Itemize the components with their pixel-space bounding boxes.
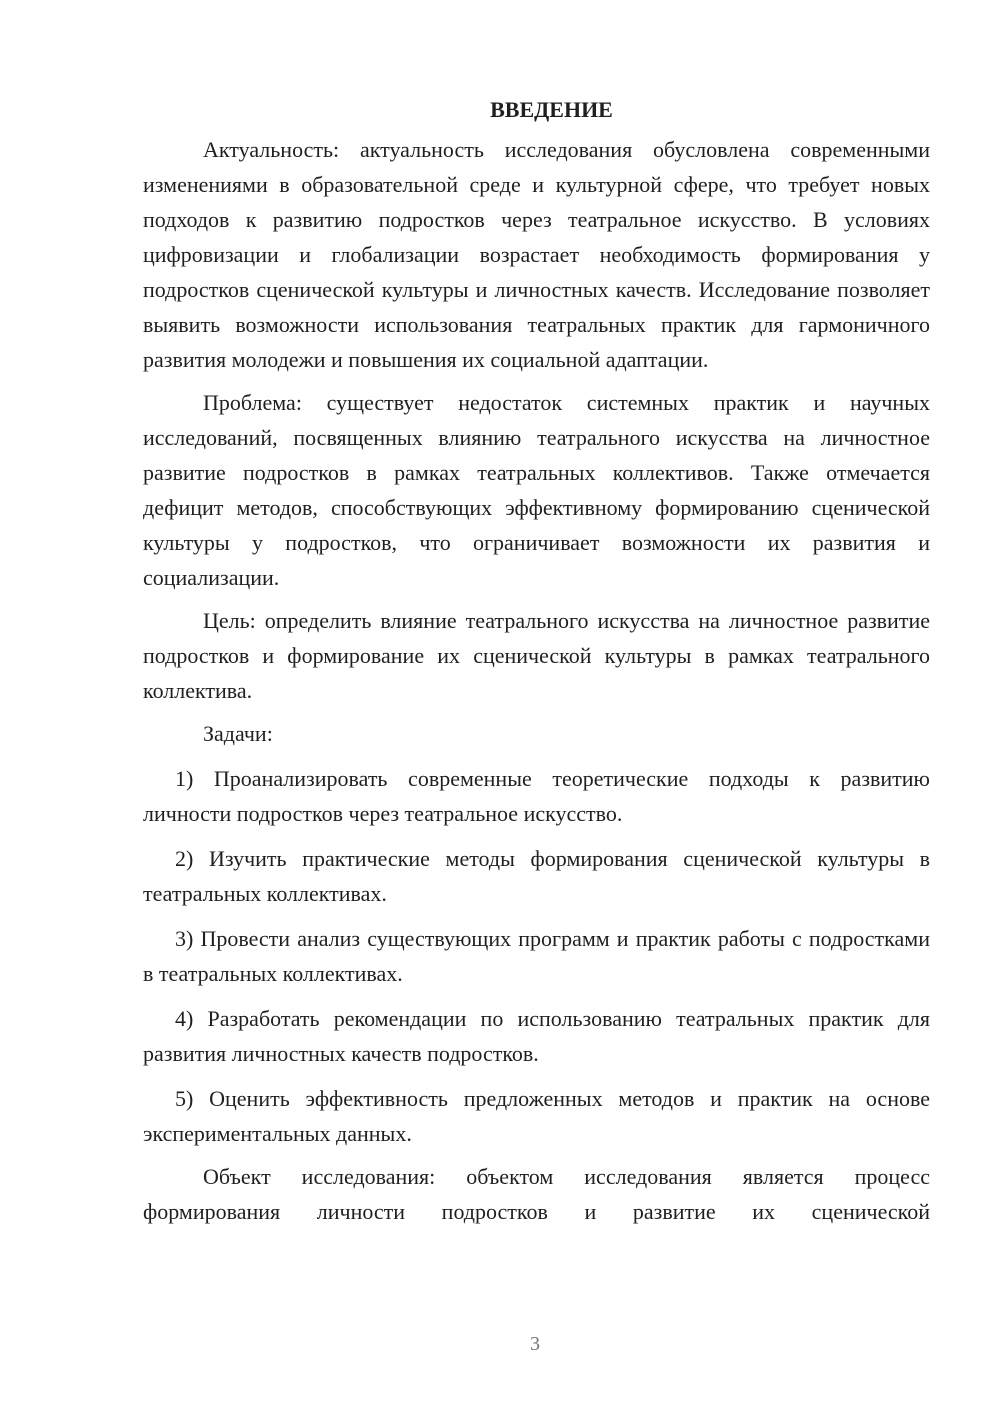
object-paragraph: Объект исследования: объектом исследования является процесс формирования личности подростков и развитие их сценической	[143, 1164, 930, 1224]
task-item: 4) Разработать рекомендации по использованию театральных практик для развития личностных качеств подростков.	[143, 1006, 930, 1066]
problem-paragraph: Проблема: существует недостаток системных практик и научных исследований, посвященных влиянию театрального искусства на личностное развитие подростков в рамках театральных коллективов. Также отмечается дефицит методов, способствующих эффективному формированию сценической культуры у подростков, что ограничивает возможности их развития и социализации.	[143, 390, 930, 590]
page-number: 3	[530, 1333, 540, 1355]
page-title: ВВЕДЕНИЕ	[490, 97, 613, 122]
task-item: 2) Изучить практические методы формирования сценической культуры в театральных коллективах.	[143, 846, 930, 906]
goal-paragraph: Цель: определить влияние театрального искусства на личностное развитие подростков и формирование их сценической культуры в рамках театрального коллектива.	[143, 608, 930, 703]
tasks-label: Задачи:	[203, 721, 273, 746]
task-item: 3) Провести анализ существующих программ и практик работы с подростками в театральных коллективах.	[143, 926, 930, 986]
task-item: 5) Оценить эффективность предложенных методов и практик на основе экспериментальных данных.	[143, 1086, 930, 1146]
relevance-paragraph: Актуальность: актуальность исследования обусловлена современными изменениями в образовательной среде и культурной сфере, что требует новых подходов к развитию подростков через театральное искусство. В условиях цифровизации и глобализации возрастает необходимость формирования у подростков сценической культуры и личностных качеств. Исследование позволяет выявить возможности использования театральных практик для гармоничного развития молодежи и повышения их социальной адаптации.	[143, 137, 930, 372]
task-item: 1) Проанализировать современные теоретические подходы к развитию личности подростков через театральное искусство.	[143, 766, 930, 826]
tasks-list	[143, 761, 930, 1151]
